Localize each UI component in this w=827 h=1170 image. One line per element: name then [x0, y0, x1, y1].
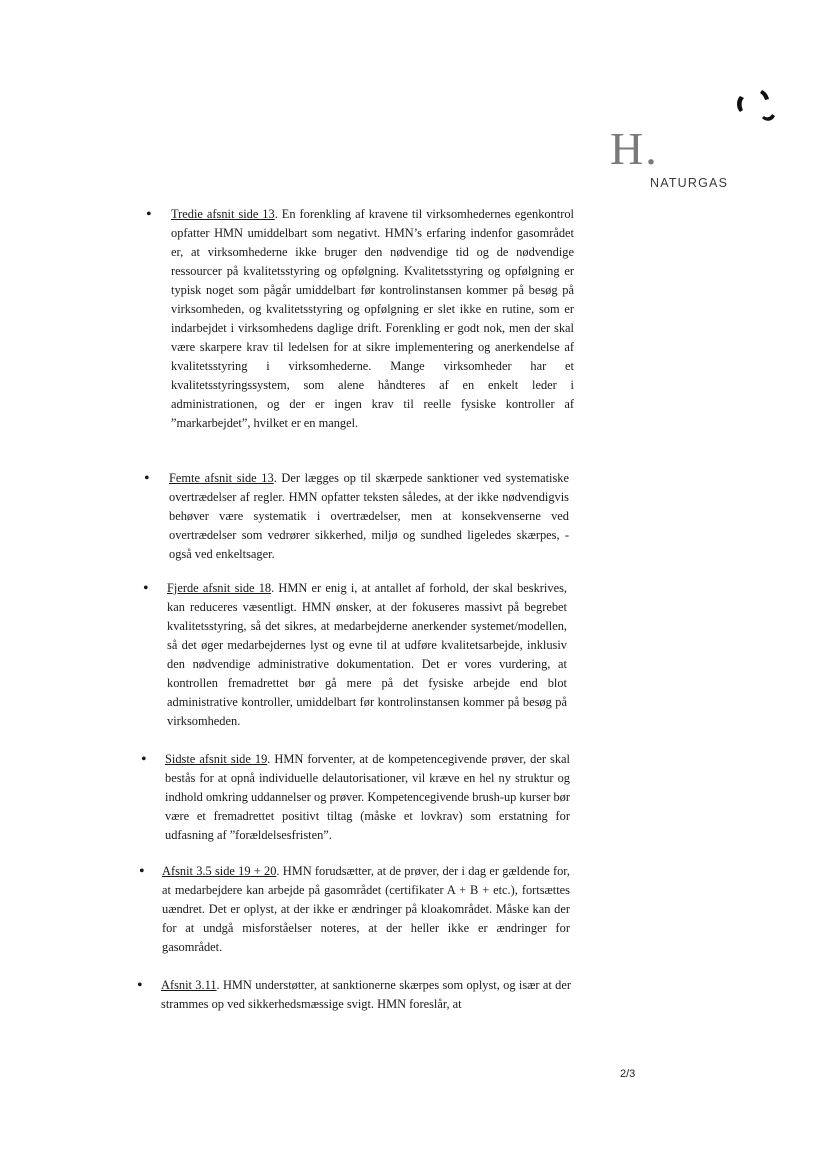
page-number: 2/3 [620, 1068, 636, 1080]
section-reference: Afsnit 3.11 [161, 978, 217, 992]
company-name: NATURGAS [650, 176, 729, 190]
item-text: . Der lægges op til skærpede sanktioner ved systematiske overtrædelser af regler. HMN opfatter teksten således, at der ikke nødvendigvis behøver være systematik i overtrædelser, men at konsekvenserne ved overtrædelser som vedrører sikkerhed, miljø og sundhed ligeledes skærpes, - også ved enkeltsager. [169, 471, 569, 561]
item-paragraph [161, 976, 571, 1014]
section-reference: Afsnit 3.5 side 19 + 20 [162, 864, 277, 878]
section-reference: Fjerde afsnit side 18 [167, 581, 272, 595]
bullet-icon: • [143, 580, 149, 597]
item-paragraph [171, 205, 574, 433]
item-text: . HMN forventer, at de kompetencegivende prøver, der skal bestås for at opnå individuelle delautorisationer, vil kræve en hel ny struktur og indhold omkring uddannelser og prøver. Kompetencegivende brush-up kurser bør være et fremadrettet positivt tiltag (måske et lovkrav) som erstatning for udfasning af ”forældelsesfristen”. [165, 752, 571, 842]
section-reference: Tredie afsnit side 13 [171, 207, 275, 221]
bullet-icon: • [144, 470, 150, 487]
bullet-icon: • [139, 863, 145, 880]
item-paragraph [162, 862, 570, 957]
section-reference: Sidste afsnit side 19 [165, 752, 268, 766]
section-reference: Femte afsnit side 13 [169, 471, 274, 485]
item-text: . HMN understøtter, at sanktionerne skærpes som oplyst, og især at der strammes op ved sikkerhedsmæssige svigt. HMN foreslår, at [161, 978, 571, 1011]
item-text: . HMN er enig i, at antallet af forhold, der skal beskrives, kan reduceres væsentligt. HMN ønsker, at der fokuseres massivt på begrebet kvalitetsstyring, så det sikres, at medarbejderne anerkender systemet/modellen, så det øger medarbejdernes lyst og evne til at udføre kvalitetsarbejde, inklusiv den nødvendige administrative dokumentation. Det er vores vurdering, at kontrollen fremadrettet bør gå mere på det fysiske arbejde end blot administrative kontroller, umiddelbart før kontrolinstansen kommer på besøg på virksomheden. [167, 581, 567, 728]
item-paragraph [169, 469, 569, 564]
item-paragraph [165, 750, 570, 845]
bullet-icon: • [137, 977, 143, 994]
bullet-icon: • [141, 751, 147, 768]
item-paragraph [167, 579, 567, 731]
item-text: . HMN forudsætter, at de prøver, der i dag er gældende for, at medarbejdere kan arbejde på gasområdet (certifikater A + B + etc.), fortsættes uændret. Det er oplyst, at der ikke er ændringer på kloakområdet. Måske kan der for at undgå misforståelser noteres, at der heller ikke er ændringer for gasområdet. [162, 864, 570, 954]
bullet-icon: • [146, 206, 152, 223]
logo-wordmark: H. [610, 123, 659, 174]
item-text: . En forenkling af kravene til virksomhedernes egenkontrol opfatter HMN umiddelbart som negativt. HMN’s erfaring indenfor gasområdet er, at virksomhederne ikke bruger den nødvendige tid og de nødvendige ressourcer på kvalitetsstyring og opfølgning. Kvalitetsstyring og opfølgning er typisk noget som pågår umiddelbart før kontrolinstansen kommer på besøg på virksomheden, og kvalitetsstyring og opfølgning er slet ikke en rutine, som er indarbejdet i virksomhedens daglige drift. Forenkling er godt nok, men der skal være skarpere krav til ledelsen for at sikre implementering og anerkendelse af kvalitetsstyring i virksomhederne. Mange virksomheder har et kvalitetsstyringssystem, som alene håndteres af en enkelt leder i administrationen, og der er ingen krav til reelle fysiske kontroller af ”markarbejdet”, hvilket er en mangel. [171, 207, 574, 430]
